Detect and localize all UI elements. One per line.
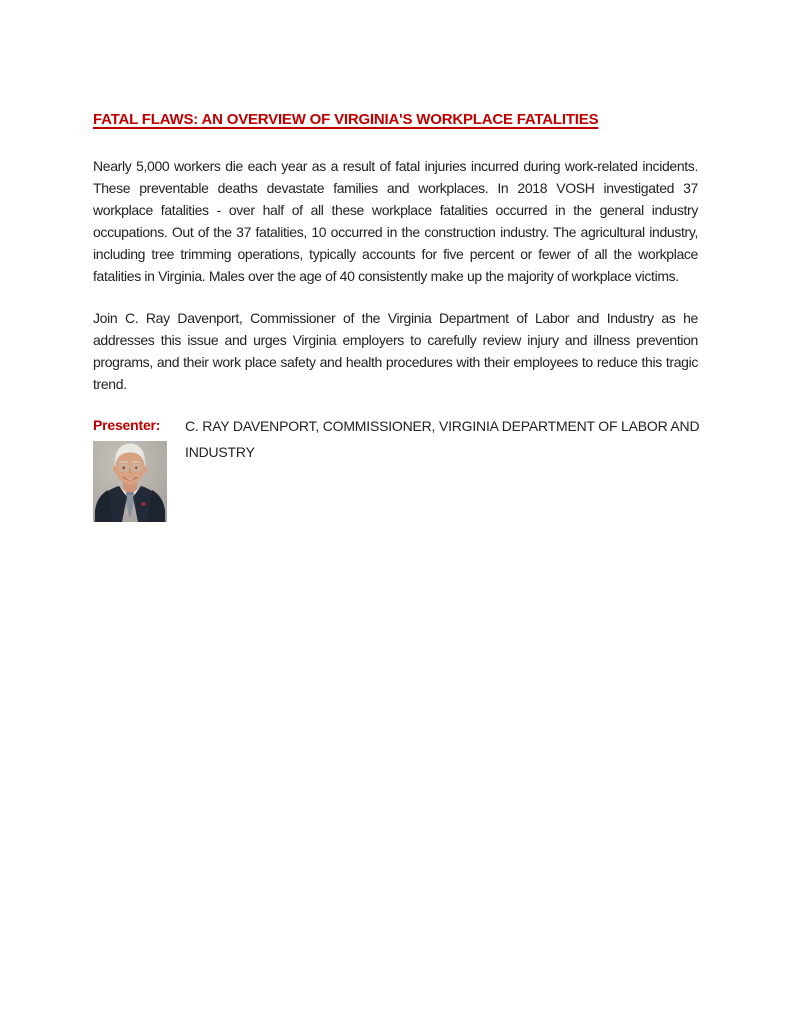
paragraph-overview: Nearly 5,000 workers die each year as a result of fatal injuries incurred during work-related incidents. These preventable deaths devastate families and workplaces. In 2018 VOSH investigated 37 workplace fatalities - over half of all these workplace fatalities occurred in the general industry occupations. Out of the 37 fatalities, 10 occurred in the construction industry. The agricultural industry, including tree trimming operations, typically accounts for five percent or fewer of all the workplace fatalities in Virginia. Males over the age of 40 consistently make up the majority of workplace victims.	[93, 158, 698, 284]
document-content	[93, 0, 698, 522]
presenter-label: Presenter:	[93, 417, 161, 433]
presenter-name: C. RAY DAVENPORT, COMMISSIONER, VIRGINIA DEPARTMENT OF LABOR AND INDUSTRY	[185, 418, 700, 460]
presenter-left-column	[93, 416, 185, 522]
paragraph-invitation: Join C. Ray Davenport, Commissioner of the Virginia Department of Labor and Industry as he addresses this issue and urges Virginia employers to carefully review injury and illness prevention programs, and their work place safety and health procedures with their employees to reduce this tragic trend.	[93, 310, 698, 392]
presenter-photo	[93, 441, 167, 522]
presenter-section	[93, 416, 698, 522]
document-title: FATAL FLAWS: AN OVERVIEW OF VIRGINIA'S WORKPLACE FATALITIES	[93, 111, 599, 128]
